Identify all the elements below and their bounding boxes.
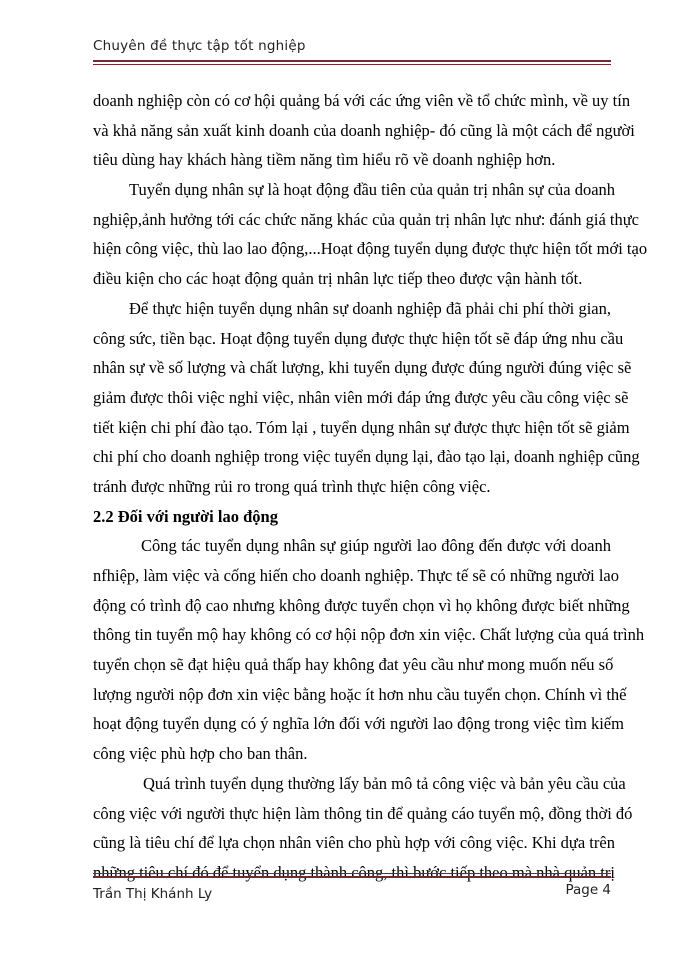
body-line: Để thực hiện tuyển dụng nhân sự doanh nghiệp đã phải chi phí thời gian, (129, 298, 611, 318)
body-line: tiêu dùng hay khách hàng tiềm năng tìm hiểu rõ về doanh nghiệp hơn. (93, 150, 556, 170)
body-line: giảm được thôi việc nghỉ việc, nhân viên mới đáp ứng được yêu cầu công việc sẽ (93, 387, 629, 407)
body-line: tiết kiện chi phí đào tạo. Tóm lại , tuyển dụng nhân sự được thực hiện tốt sẽ giảm (93, 417, 630, 437)
page-header-title: Chuyên đề thực tập tốt nghiệp (93, 38, 306, 54)
body-line: công việc phù hợp cho ban thân. (93, 744, 308, 764)
header-rule-thick (93, 60, 611, 62)
section-heading: 2.2 Đối với người lao động (93, 506, 278, 526)
header-rule-thin (93, 64, 611, 65)
body-line: công việc với người thực hiện làm thông tin để quảng cáo tuyển mộ, đồng thời đó (93, 803, 633, 823)
body-line: Quá trình tuyển dụng thường lấy bản mô tả công việc và bản yêu cầu của (143, 773, 626, 793)
body-line: công sức, tiền bạc. Hoạt động tuyển dụng được thực hiện tốt sẽ đáp ứng nhu cầu (93, 328, 624, 348)
body-line: và khả năng sản xuất kinh doanh của doanh nghiệp- đó cũng là một cách để người (93, 120, 635, 140)
footer-rule-thin (93, 873, 611, 874)
body-line: nfhiệp, làm việc và cống hiến cho doanh nghiệp. Thực tế sẽ có những người lao (93, 566, 619, 585)
body-line: tránh được những rủi ro trong quá trình thực hiện công việc. (93, 476, 491, 496)
document-body (93, 86, 648, 888)
body-line: điều kiện cho các hoạt động quản trị nhân lực tiếp theo được vận hành tốt. (93, 269, 583, 289)
body-line: Tuyển dụng nhân sự là hoạt động đầu tiên của quản trị nhân sự của doanh (129, 180, 616, 200)
footer-rule-thick (93, 876, 611, 878)
body-line: hoạt động tuyển dụng có ý nghĩa lớn đối với người lao động trong việc tìm kiếm (93, 714, 624, 734)
body-line: hiện công việc, thù lao lao động,...Hoạt động tuyển dụng được thực hiện tốt mới tạo (93, 239, 648, 259)
body-line: doanh nghiệp còn có cơ hội quảng bá với các ứng viên về tổ chức mình, về uy tín (93, 91, 631, 110)
body-line: cũng là tiêu chí để lựa chọn nhân viên cho phù hợp với công việc. Khi dựa trên (93, 833, 615, 853)
body-line: động có trình độ cao nhưng không được tuyển chọn vì họ không được biết những (93, 595, 630, 615)
page-number: Page 4 (565, 882, 611, 898)
body-line: thông tin tuyển mộ hay không có cơ hội nộp đơn xin việc. Chất lượng của quá trình (93, 625, 645, 645)
body-line: Công tác tuyển dụng nhân sự giúp người lao đông đến được với doanh (141, 536, 611, 556)
body-line: những tiêu chí đó để tuyển dụng thành công, thì bước tiếp theo mà nhà quản trị (93, 862, 615, 882)
body-line: nghiệp,ảnh hưởng tới các chức năng khác của quản trị nhân lực như: đánh giá thực (93, 209, 639, 229)
body-line: nhân sự về số lượng và chất lượng, khi tuyển dụng được đúng người đúng việc sẽ (93, 358, 632, 378)
body-line: tuyển chọn sẽ đạt hiệu quả thấp hay không đat yêu cầu như mong muốn nếu số (93, 655, 614, 675)
footer-author: Trần Thị Khánh Ly (93, 886, 213, 902)
body-line: lượng người nộp đơn xin việc bằng hoặc ít hơn nhu cầu tuyển chọn. Chính vì thế (93, 684, 627, 704)
body-line: chi phí cho doanh nghiệp trong việc tuyển dụng lại, đào tạo lại, doanh nghiệp cũng (93, 447, 640, 467)
